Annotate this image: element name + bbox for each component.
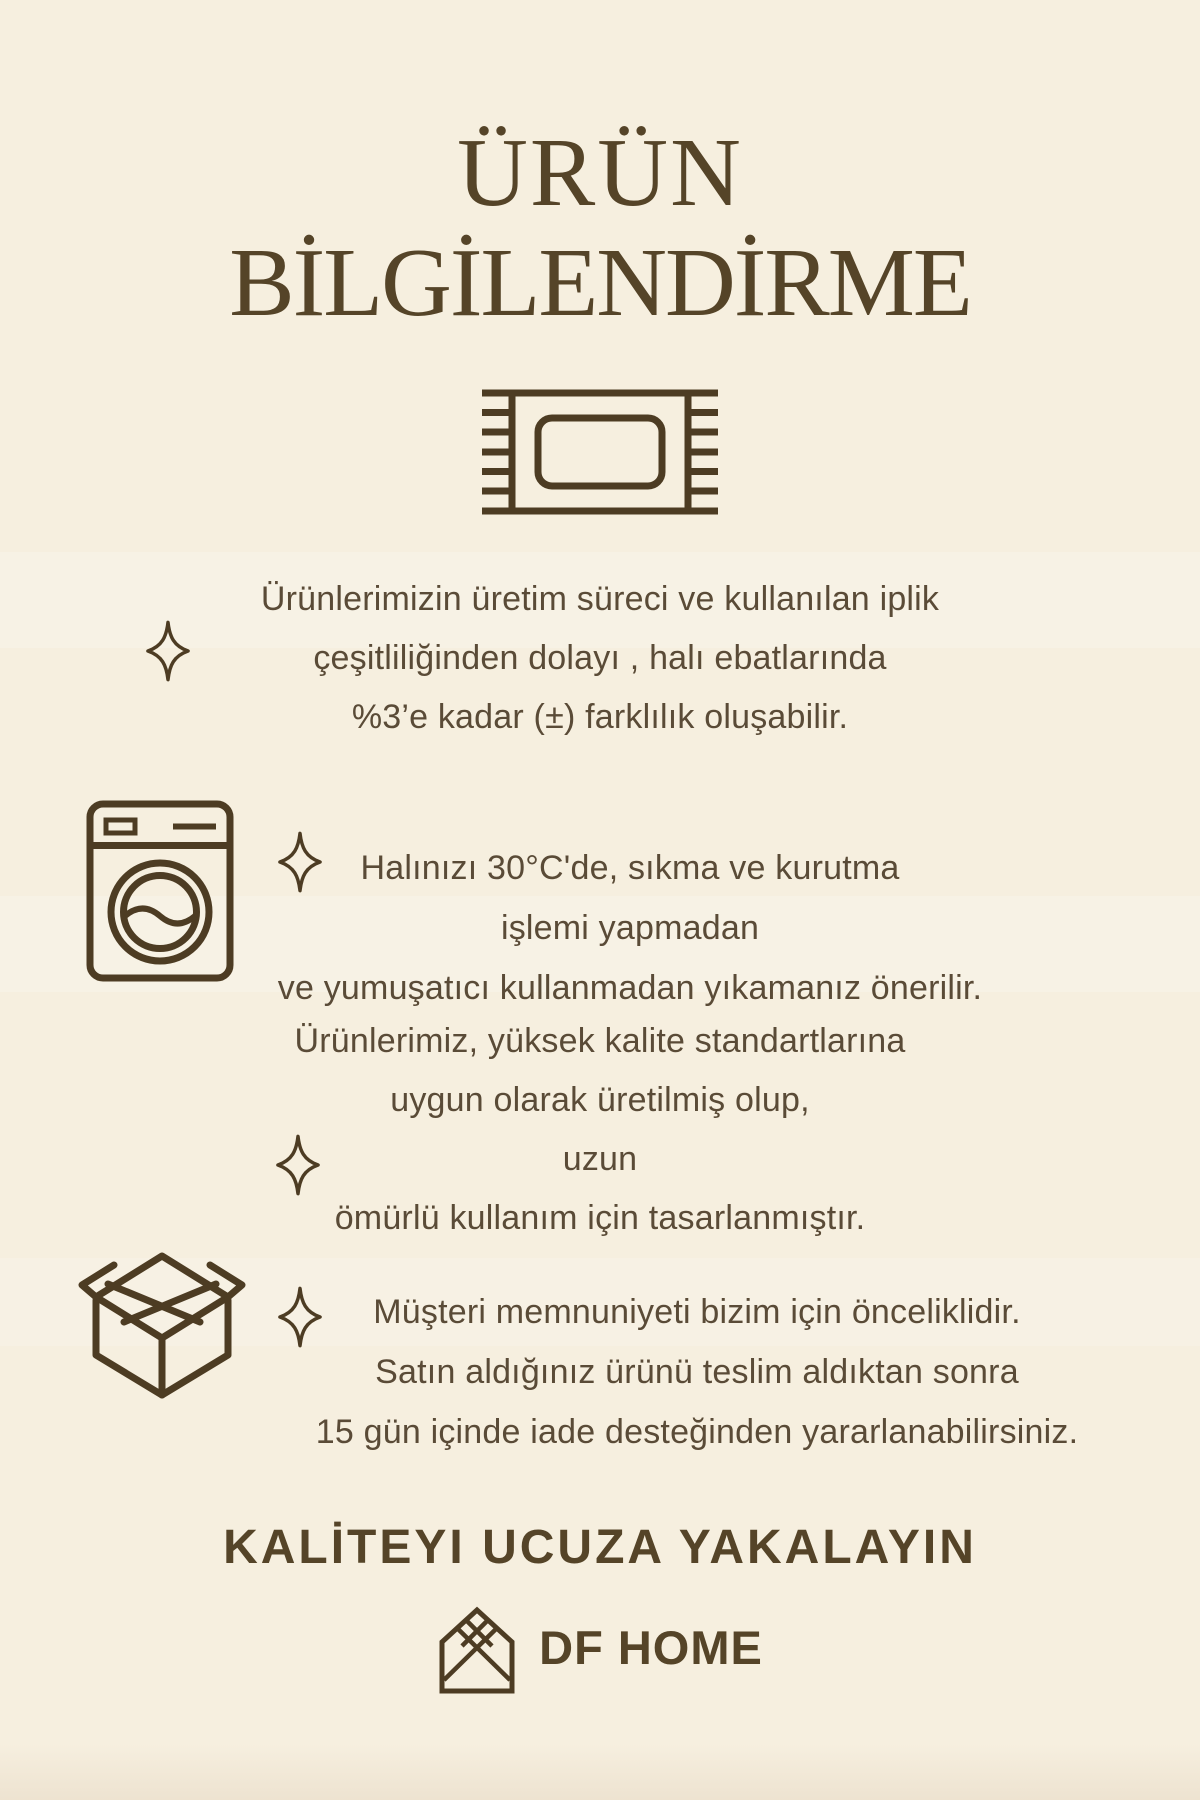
section-returns-text	[194, 1282, 1200, 1462]
brand-logo	[0, 1600, 1200, 1700]
text-line: 15 gün içinde iade desteğinden yararlanabilirsiniz.	[315, 1413, 1079, 1451]
text-line: Halınızı 30°C'de, sıkma ve kurutma	[360, 849, 900, 887]
text-line: ömürlü kullanım için tasarlanmıştır.	[334, 1199, 866, 1237]
text-line: işlemi yapmadan	[500, 909, 760, 947]
page-title	[0, 118, 1200, 338]
text-line: Satın aldığınız ürünü teslim aldıktan sonra	[375, 1353, 1019, 1391]
text-line: Müşteri memnuniyeti bizim için önceliklidir.	[373, 1293, 1021, 1331]
text-line: uzun	[562, 1140, 638, 1178]
section-size-tolerance-text	[0, 570, 1200, 747]
page-title-line2: BİLGİLENDİRME	[229, 229, 971, 337]
text-line: çeşitliliğinden dolayı , halı ebatlarında	[313, 639, 887, 677]
page-title-line1: ÜRÜN	[457, 119, 743, 227]
footer-tagline: KALİTEYI UCUZA YAKALAYIN	[223, 1521, 977, 1574]
background-band	[0, 1744, 1200, 1800]
text-line: %3’e kadar (±) farklılık oluşabilir.	[351, 698, 849, 736]
text-line: uygun olarak üretilmiş olup,	[390, 1081, 810, 1119]
section-quality-text	[0, 1012, 1200, 1248]
house-logo-icon	[437, 1605, 517, 1695]
text-line: Ürünlerimiz, yüksek kalite standartlarına	[294, 1022, 906, 1060]
text-line: Ürünlerimizin üretim süreci ve kullanılan iplik	[260, 580, 940, 618]
brand-name: DF HOME	[539, 1620, 763, 1674]
rug-icon	[479, 388, 721, 516]
text-line: ve yumuşatıcı kullanmadan yıkamanız önerilir.	[277, 969, 983, 1007]
section-washing-text	[60, 838, 1200, 1018]
